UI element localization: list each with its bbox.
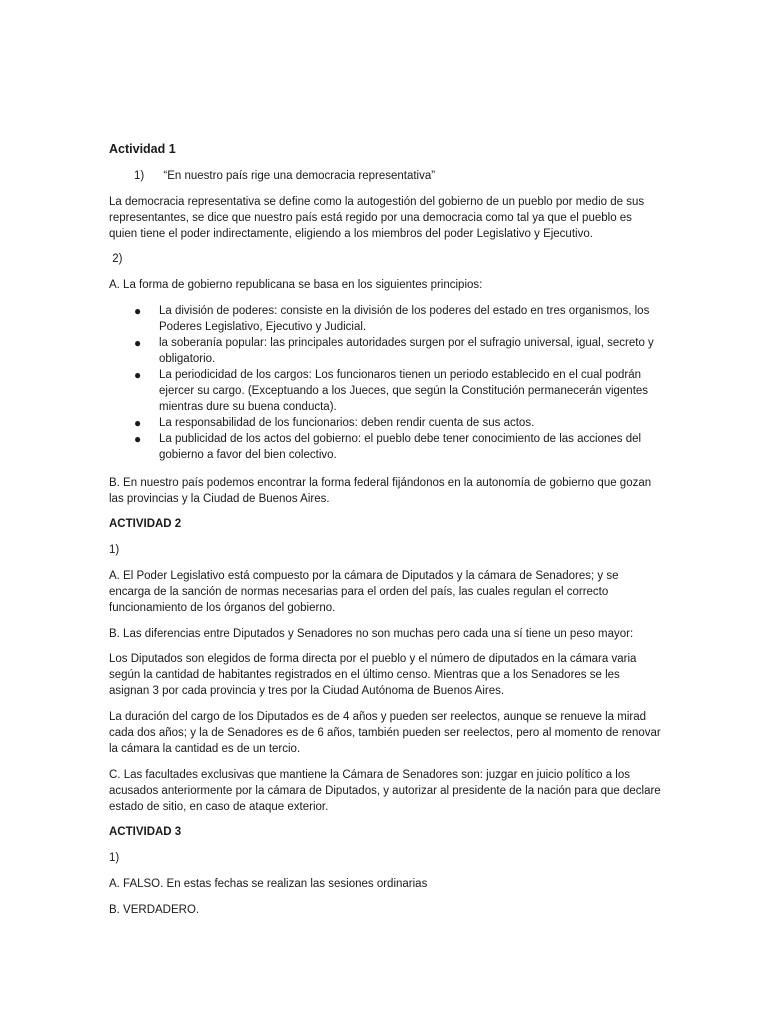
paragraph-diputados: Los Diputados son elegidos de forma directa por el pueblo y el número de diputados en la cámara varia según la cantidad de habitantes registrados en el último censo. Mientras que a los Senadores se les asignan 3 por cada provincia y tres por la Ciudad Autónoma de Buenos Aires.	[109, 653, 637, 697]
paragraph-democracia: La democracia representativa se define como la autogestión del gobierno de un pueblo por medio de sus representantes, se dice que nuestro país está regido por una democracia como tal ya que el pueblo es quien tiene el poder indirectamente, eligiendo a los miembros del poder Legislativo y Ejecutivo.	[109, 196, 645, 240]
paragraph-senadores: C. Las facultades exclusivas que mantiene la Cámara de Senadores son: juzgar en juicio político a los acusados anteriormente por la cámara de Diputados, y autorizar al presidente de la nación para que declare estado de sitio, en caso de ataque exterior.	[109, 769, 661, 813]
list-item-text: la soberanía popular: las principales autoridades surgen por el sufragio universal, igual, secreto y obligatorio.	[159, 337, 654, 365]
question-2: 2)	[109, 253, 123, 265]
list-item-text: La publicidad de los actos del gobierno: el pueblo debe tener conocimiento de las acciones del gobierno a favor del bien colectivo.	[159, 433, 642, 461]
paragraph-diferencias: B. Las diferencias entre Diputados y Senadores no son muchas pero cada una sí tiene un peso mayor:	[109, 628, 634, 640]
paragraph-duracion: La duración del cargo de los Diputados es de 4 años y pueden ser reelectos, aunque se renueve la mirad cada dos años; y la de Senadores es de 6 años, también pueden ser reelectos, pero al momento de renovar la cámara la cantidad es de un tercio.	[109, 711, 661, 755]
list-item	[109, 367, 661, 415]
paragraph-federal: B. En nuestro país podemos encontrar la forma federal fijándonos en la autonomía de gobierno que gozan las provincias y la Ciudad de Buenos Aires.	[109, 477, 652, 505]
list-item	[109, 303, 661, 335]
paragraph-principios-intro: A. La forma de gobierno republicana se basa en los siguientes principios:	[109, 279, 483, 291]
question-1: 1)	[109, 852, 120, 864]
heading-actividad-1: Actividad 1	[109, 142, 176, 156]
heading-actividad-2: ACTIVIDAD 2	[109, 518, 182, 530]
list-item-text: La responsabilidad de los funcionarios: deben rendir cuenta de sus actos.	[159, 417, 535, 429]
list-item-text: La división de poderes: consiste en la división de los poderes del estado en tres organismos, los Poderes Legislativo, Ejecutivo y Judicial.	[159, 305, 650, 333]
list-item	[109, 431, 661, 463]
bullet-icon: ●	[134, 304, 142, 318]
principles-list	[109, 303, 661, 463]
heading-actividad-3: ACTIVIDAD 3	[109, 826, 182, 838]
bullet-icon: ●	[134, 416, 142, 430]
answer-a: A. FALSO. En estas fechas se realizan las sesiones ordinarias	[109, 878, 428, 890]
bullet-icon: ●	[134, 368, 142, 382]
bullet-icon: ●	[134, 432, 142, 446]
paragraph-poder-legislativo: A. El Poder Legislativo está compuesto por la cámara de Diputados y la cámara de Senadores; y se encarga de la sanción de normas necesarias para el orden del país, las cuales regulan el correcto funcionamiento de los órganos del gobierno.	[109, 570, 619, 614]
list-item-text: La periodicidad de los cargos: Los funcionaros tienen un periodo establecido en el cual podrán ejercer su cargo. (Exceptuando a los Jueces, que según la Constitución permanecerán vigentes mientras dure su buena conducta).	[159, 369, 649, 413]
question-1: 1)	[109, 544, 120, 556]
list-item	[109, 335, 661, 367]
answer-b: B. VERDADERO.	[109, 904, 200, 916]
bullet-icon: ●	[134, 336, 142, 350]
list-item	[109, 415, 661, 431]
question-1: 1) “En nuestro país rige una democracia representativa”	[134, 170, 436, 182]
